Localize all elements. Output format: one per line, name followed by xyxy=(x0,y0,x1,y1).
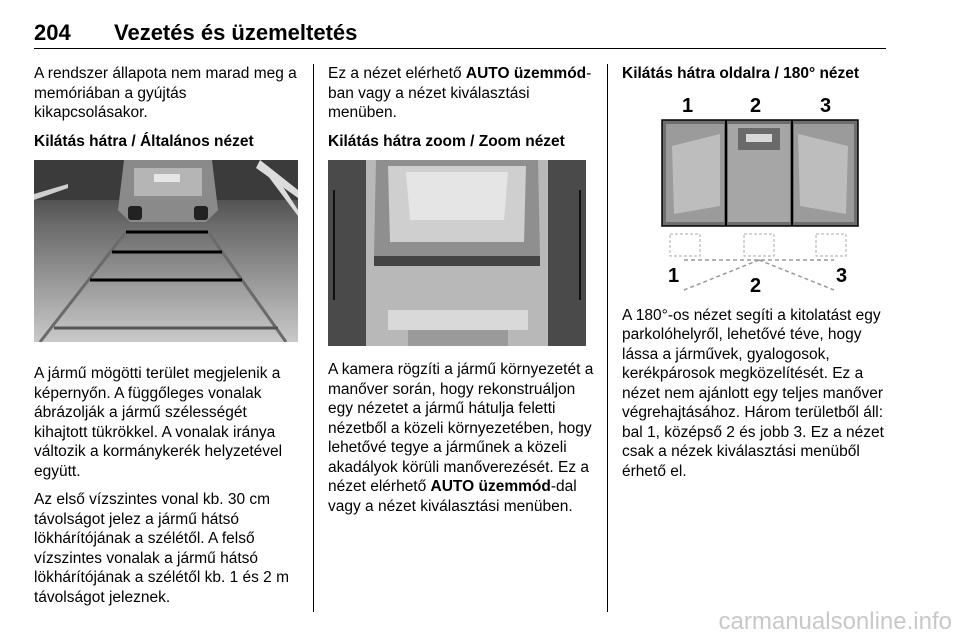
diagram-label-3-bottom: 3 xyxy=(836,264,848,287)
column-left xyxy=(34,64,304,616)
zoom-view-description: A kamera rögzíti a jármű környezetét a manőver során, hogy rekonstruáljon egy nézetet a jármű hátulja feletti nézetből a közeli környezetében, hogy lehetővé tegye a járműnek a közeli akadályok körüli manőverezését. Ez a nézet elérhető AUTO üzemmód-dal vagy a nézet kiválasztási menüben. xyxy=(328,361,594,515)
distance-lines-description: Az első vízszintes vonal kb. 30 cm távolságot jelez a jármű hátsó lökhárítójának a szélétől. A felső vízszintes vonalak a jármű hátsó lökhárítójának a szélétől kb. 1 és 2 m távolságot jeleznek. xyxy=(34,491,290,606)
diagram-label-1-bottom: 1 xyxy=(668,264,680,287)
intro-text: A rendszer állapota nem marad meg a memóriában a gyújtás kikapcsolásakor. xyxy=(34,65,297,121)
general-view-image xyxy=(34,160,298,342)
watermark: carmanualsonline.info xyxy=(718,608,952,635)
page-header xyxy=(34,8,884,48)
section-heading-general-view: Kilátás hátra / Általános nézet xyxy=(34,132,254,150)
header-divider xyxy=(34,48,886,49)
column-divider-2 xyxy=(607,64,608,612)
page-title: Vezetés és üzemeltetés xyxy=(114,20,358,45)
180-view-description: A 180°-os nézet segíti a kitolatást egy parkolóhelyről, lehetővé téve, hogy lássa a járművek, gyalogosok, kerékpárosok megközelítését. Ez a nézet nem ajánlott egy teljes manőver végrehajtásához. Három területből áll: bal 1, középső 2 és jobb 3. Ez a nézet csak a nézek kiválasztási menüből érhető el. xyxy=(622,306,884,480)
column-right xyxy=(622,64,892,490)
availability-text: Ez a nézet elérhető AUTO üzemmód-ban vagy a nézet kiválasztási menüben. xyxy=(328,65,592,121)
diagram-label-1-top: 1 xyxy=(682,94,694,117)
general-view-description: A jármű mögötti terület megjelenik a képernyőn. A függőleges vonalak ábrázolják a jármű szélességét kihajtott tükrökkel. A vonalak iránya változik a kormánykerék helyzetével együtt. xyxy=(34,365,283,480)
page-number: 204 xyxy=(34,20,71,45)
zoom-view-image xyxy=(328,160,586,346)
column-middle xyxy=(328,64,596,525)
diagram-label-2-top: 2 xyxy=(750,94,762,117)
section-heading-180-view: Kilátás hátra oldalra / 180° nézet xyxy=(622,65,860,82)
diagram-label-3-top: 3 xyxy=(820,94,832,117)
section-heading-zoom-view: Kilátás hátra zoom / Zoom nézet xyxy=(328,132,565,150)
180-view-diagram xyxy=(654,94,864,294)
diagram-label-2-bottom: 2 xyxy=(750,274,762,294)
column-divider-1 xyxy=(313,64,314,612)
